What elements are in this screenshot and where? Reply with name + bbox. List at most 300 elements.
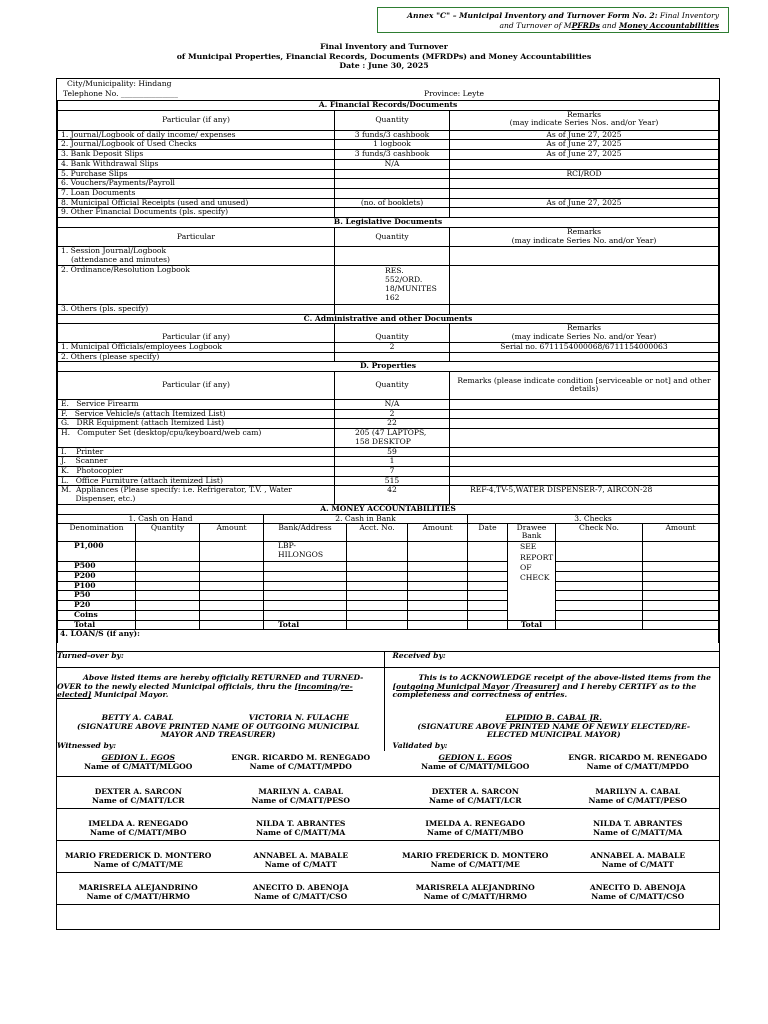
remarks-cell — [450, 409, 719, 419]
qty-line: 162 — [385, 293, 400, 303]
cash-in-bank-header: 2. Cash in Bank — [264, 514, 468, 524]
date-cell — [468, 601, 508, 611]
quantity-cell: N/A — [335, 399, 450, 409]
signatory-row — [57, 809, 719, 841]
amount-header: Amount — [200, 524, 264, 542]
denomination-cell: P1,000 — [58, 542, 136, 562]
section-a-col1: Particular (if any) — [58, 110, 335, 130]
particular-cell: 3. Bank Deposit Slips — [58, 150, 335, 160]
signatory-name: MARIO FREDERICK D. MONTERO — [65, 850, 212, 860]
particular-cell: J. Scanner — [58, 457, 335, 467]
section-d-row — [58, 399, 719, 409]
outgoing-mayor-name: BETTY A. CABAL — [101, 712, 174, 722]
annex-prefix: Annex "C" – Municipal Inventory and Turnover Form No. 2: — [407, 11, 658, 20]
date-cell — [468, 572, 508, 582]
check-number-cell — [556, 591, 643, 601]
particular-cell: L. Office Furniture (attach itemized List) — [58, 476, 335, 486]
signatory-column — [57, 884, 386, 904]
check-amount-cell — [643, 610, 719, 620]
money-row — [58, 572, 719, 582]
signatory — [57, 852, 220, 872]
annex-line2d: Money Accountabilities — [618, 20, 719, 30]
quantity-cell — [335, 179, 450, 189]
particular-cell: E. Service Firearm — [58, 399, 335, 409]
account-cell — [347, 620, 408, 630]
section-a-row — [58, 130, 719, 140]
signatory — [220, 788, 383, 808]
denomination-cell: P200 — [58, 572, 136, 582]
remarks-cell — [450, 429, 719, 447]
signatory-role: Name of C/MATT/MBO — [90, 827, 187, 837]
remarks-cell — [450, 399, 719, 409]
remarks-cell — [450, 447, 719, 457]
section-b-col3a: Remarks — [566, 227, 602, 236]
signatory — [557, 788, 720, 808]
receipt-treasurer: Treasurer — [514, 681, 557, 691]
annex-line2a: and Turnover of M — [499, 20, 572, 30]
particular-cell: 9. Other Financial Documents (pls. specify) — [58, 208, 335, 218]
quantity-cell: 1 — [335, 457, 450, 467]
qty-line: 18/MUNITES — [385, 284, 437, 294]
telephone-field: Telephone No. _______________ — [63, 89, 178, 98]
annex-line2b: PFRDs — [571, 20, 600, 30]
signatory-role: Name of C/MATT/MA — [256, 827, 346, 837]
denomination-header: Denomination — [58, 524, 136, 542]
check-number-cell — [556, 542, 643, 562]
signatory-column — [57, 788, 386, 808]
signatory-name: ANNABEL A. MABALE — [253, 850, 349, 860]
signatory — [557, 852, 720, 872]
check-amount-cell — [643, 601, 719, 611]
check-number-cell — [556, 601, 643, 611]
signatory — [57, 820, 220, 840]
signatory-column — [386, 852, 719, 872]
quantity-cell: 515 — [335, 476, 450, 486]
money-row — [58, 620, 719, 630]
signatory-role: Name of C/MATT/CSO — [591, 891, 685, 901]
money-row — [58, 542, 719, 562]
quantity-cell: 22 — [335, 419, 450, 429]
signatory-role: Name of C/MATT/LCR — [428, 795, 522, 805]
signatory-role: Name of C/MATT/MA — [593, 827, 683, 837]
section-a-row — [58, 140, 719, 150]
denomination-cell: P100 — [58, 581, 136, 591]
particular-cell: F. Service Vehicle/s (attach Itemized List) — [58, 409, 335, 419]
check-amount-cell — [643, 581, 719, 591]
section-d-col1: Particular (if any) — [58, 371, 335, 399]
check-amount-cell — [643, 572, 719, 582]
signatory — [557, 754, 720, 776]
signatory-role: Name of C/MATT/ME — [93, 859, 183, 869]
signatory — [220, 884, 383, 904]
particular-cell: H. Computer Set (desktop/cpu/keyboard/web cam) — [58, 429, 335, 447]
receipt-text-3: completeness and correctness of entries. — [392, 690, 568, 700]
remarks-cell — [450, 352, 719, 362]
quantity-cell — [136, 572, 200, 582]
quantity-cell: 7 — [335, 466, 450, 476]
quantity-cell — [335, 352, 450, 362]
money-row — [58, 610, 719, 620]
denomination-cell: Total — [58, 620, 136, 630]
signatory-name: ENGR. RICARDO M. RENEGADO — [231, 752, 371, 762]
amount-cell — [200, 591, 264, 601]
remarks-cell: RCI/ROD — [450, 169, 719, 179]
signatory-name: NILDA T. ABRANTES — [593, 818, 683, 828]
witnessed-by-label: Witnessed by: — [57, 741, 116, 751]
signatory-row — [57, 841, 719, 873]
signatory-role: Name of C/MATT/MLGOO — [421, 761, 530, 771]
remarks-cell — [450, 189, 719, 199]
title-date: Date : June 30, 2025 — [339, 61, 429, 71]
turnover-statement — [57, 668, 385, 751]
signatory — [557, 820, 720, 840]
section-c-title: C. Administrative and other Documents — [58, 315, 719, 324]
bank-cell: LBP- HILONGOS — [264, 542, 347, 562]
quantity-cell — [335, 189, 450, 199]
date-cell — [468, 562, 508, 572]
section-c-col1: Particular (if any) — [58, 324, 335, 342]
turnover-re: re- — [340, 681, 353, 691]
money-row — [58, 591, 719, 601]
bank-address-header: Bank/Address — [264, 524, 347, 542]
signatory-role: Name of C/MATT/MPDO — [249, 761, 352, 771]
receipt-statement — [385, 668, 720, 751]
check-number-header: Check No. — [556, 524, 643, 542]
check-number-cell — [556, 572, 643, 582]
section-a-row — [58, 169, 719, 179]
particular-cell: 1. Journal/Logbook of daily income/ expenses — [58, 130, 335, 140]
signatory-name: ENGR. RICARDO M. RENEGADO — [568, 752, 708, 762]
signatory-list — [57, 751, 719, 905]
section-b-row3-rem — [450, 304, 719, 314]
signatory-column — [57, 852, 386, 872]
signatory-name: IMELDA A. RENEGADO — [88, 818, 189, 828]
section-d-row — [58, 466, 719, 476]
amount-cell — [200, 620, 264, 630]
signatory-role: Name of C/MATT/MPDO — [586, 761, 689, 771]
quantity-header: Quantity — [136, 524, 200, 542]
turnover-text-3: Municipal Mayor. — [91, 690, 169, 700]
bank-cell — [264, 601, 347, 611]
info-block — [57, 79, 719, 101]
section-d-col3: Remarks (please indicate condition [serviceable or not] and other details) — [450, 371, 719, 399]
particular-cell: 8. Municipal Official Receipts (used and unused) — [58, 198, 335, 208]
date-cell — [468, 610, 508, 620]
quantity-cell — [136, 610, 200, 620]
bank-cell: Total — [264, 620, 347, 630]
signatory — [57, 754, 220, 776]
bank-cell — [264, 572, 347, 582]
turned-over-label: Turned-over by: — [57, 652, 385, 667]
bank-amount-cell — [408, 542, 468, 562]
section-a-row — [58, 208, 719, 218]
signatory — [394, 754, 557, 776]
signatory-name: MARIO FREDERICK D. MONTERO — [402, 850, 549, 860]
date-cell — [468, 581, 508, 591]
quantity-cell: 2 — [335, 409, 450, 419]
quantity-cell: 42 — [335, 486, 450, 504]
bank-amount-cell — [408, 572, 468, 582]
turnover-text-2: OVER to the newly elected Municipal officials, thru the [ — [57, 681, 299, 691]
particular-cell: 5. Purchase Slips — [58, 169, 335, 179]
check-number-cell — [556, 562, 643, 572]
signatory-row — [57, 873, 719, 905]
remarks-cell: As of June 27, 2025 — [450, 140, 719, 150]
section-b-row3: 3. Others (pls. specify) — [58, 304, 335, 314]
particular-cell: 6. Vouchers/Payments/Payroll — [58, 179, 335, 189]
remarks-cell — [450, 466, 719, 476]
section-d-row — [58, 409, 719, 419]
section-d-row — [58, 429, 719, 447]
signatory — [394, 852, 557, 872]
section-a-table — [57, 101, 719, 218]
signatory-name: MARILYN A. CABAL — [595, 786, 681, 796]
signatory-name: DEXTER A. SARCON — [94, 786, 182, 796]
section-a-col3 — [450, 110, 719, 130]
check-amount-cell — [643, 591, 719, 601]
section-a-col3a: Remarks — [566, 110, 602, 119]
signatory-role: Name of C/MATT — [601, 859, 674, 869]
account-cell — [347, 601, 408, 611]
bank-amount-cell — [408, 620, 468, 630]
particular-cell: G. DRR Equipment (attach Itemized List) — [58, 419, 335, 429]
section-a-row — [58, 198, 719, 208]
quantity-cell — [335, 208, 450, 218]
bank-amount-header: Amount — [408, 524, 468, 542]
outgoing-treasurer-name: VICTORIA N. FULACHE — [248, 712, 349, 722]
signatory — [394, 884, 557, 904]
form-frame — [56, 78, 720, 930]
money-row — [58, 562, 719, 572]
section-d-row — [58, 457, 719, 467]
date-cell — [468, 542, 508, 562]
section-b-row1a: 1. Session Journal/Logbook — [61, 246, 167, 255]
particular-cell: K. Photocopier — [58, 466, 335, 476]
quantity-cell — [136, 591, 200, 601]
bank-cell — [264, 610, 347, 620]
signatory-column — [386, 754, 719, 776]
remarks-cell: As of June 27, 2025 — [450, 198, 719, 208]
money-row — [58, 581, 719, 591]
quantity-cell — [136, 601, 200, 611]
remarks-cell: Serial no. 6711154000068/6711154000063 — [450, 342, 719, 352]
new-mayor-name: ELPIDIO B. CABAL JR. — [505, 712, 602, 722]
check-amount-cell — [643, 620, 719, 630]
section-b-row3-qty — [335, 304, 450, 314]
quantity-cell — [136, 562, 200, 572]
section-b-col3b: (may indicate Series No. and/or Year) — [511, 235, 657, 245]
bank-cell — [264, 591, 347, 601]
date-cell — [468, 591, 508, 601]
section-d-row — [58, 419, 719, 429]
quantity-cell — [335, 169, 450, 179]
signatory — [394, 788, 557, 808]
turnover-text-1: Above listed items are hereby officially RETURNED and TURNED- — [83, 672, 364, 682]
section-a-title: A. Financial Records/Documents — [58, 101, 719, 110]
remarks-cell — [450, 208, 719, 218]
account-number-header: Acct. No. — [347, 524, 408, 542]
section-b-row1b: (attendance and minutes) — [71, 254, 170, 264]
drawee-bank-header: Drawee Bank — [508, 524, 556, 542]
signatory — [394, 820, 557, 840]
signatory-role: Name of C/MATT/PESO — [251, 795, 350, 805]
section-b-row2: 2. Ordinance/Resolution Logbook — [58, 265, 335, 304]
section-a-row — [58, 189, 719, 199]
province-field: Province: Leyte — [424, 89, 485, 98]
signatory — [557, 884, 720, 904]
received-by-label: Received by: — [392, 650, 446, 660]
signature-section — [57, 651, 719, 905]
signatory-name: ANECITO D. ABENOJA — [589, 882, 686, 892]
signatory-name: GEDION L. EGOS — [101, 752, 176, 762]
section-c-col2: Quantity — [335, 324, 450, 342]
receipt-text-2: ] and I hereby CERTIFY as to the — [556, 681, 697, 691]
section-a-row — [58, 150, 719, 160]
signatory-role: Name of C/MATT — [264, 859, 337, 869]
quantity-cell: 3 funds/3 cashbook — [335, 130, 450, 140]
signatory — [220, 820, 383, 840]
section-a-col3b: (may indicate Series Nos. and/or Year) — [509, 118, 659, 128]
annex-line1: Final Inventory — [657, 11, 719, 20]
quantity-cell: 59 — [335, 447, 450, 457]
date-header: Date — [468, 524, 508, 542]
amount-cell — [200, 601, 264, 611]
signatory-role: Name of C/MATT/MLGOO — [84, 761, 193, 771]
section-c-row — [58, 342, 719, 352]
section-d-title: D. Properties — [58, 362, 719, 371]
section-d-table — [57, 362, 719, 505]
section-a-row — [58, 179, 719, 189]
amount-cell — [200, 581, 264, 591]
annex-line2c: and — [599, 20, 619, 30]
account-cell — [347, 542, 408, 562]
date-cell — [468, 620, 508, 630]
remarks-cell — [450, 419, 719, 429]
section-b-row2-qty — [335, 265, 450, 304]
section-c-table — [57, 315, 719, 363]
drawee-cell: SEE REPORT OF CHECK — [508, 542, 556, 620]
signatory-name: MARISRELA ALEJANDRINO — [78, 882, 198, 892]
remarks-cell: As of June 27, 2025 — [450, 130, 719, 140]
section-c-col3b: (may indicate Series No. and/or Year) — [511, 332, 657, 342]
receipt-bracket: [ — [392, 681, 397, 691]
city-field: City/Municipality: Hindang — [67, 79, 172, 88]
check-amount-cell — [643, 562, 719, 572]
signatory-column — [57, 820, 386, 840]
account-cell — [347, 581, 408, 591]
section-b-row1-rem — [450, 246, 719, 265]
loans-label: 4. LOAN/S (if any): — [58, 630, 719, 643]
section-b-title: B. Legislative Documents — [58, 218, 719, 227]
quantity-cell — [136, 542, 200, 562]
signatory — [57, 884, 220, 904]
bank-amount-cell — [408, 610, 468, 620]
remarks-cell: As of June 27, 2025 — [450, 150, 719, 160]
bank-amount-cell — [408, 591, 468, 601]
denomination-cell: P500 — [58, 562, 136, 572]
signatory-name: GEDION L. EGOS — [438, 752, 513, 762]
money-title: A. MONEY ACCOUNTABILITIES — [58, 505, 719, 514]
signatory-row — [57, 777, 719, 809]
signatory-column — [386, 884, 719, 904]
signatory-role: Name of C/MATT/LCR — [91, 795, 185, 805]
quantity-cell: 1 logbook — [335, 140, 450, 150]
quantity-cell — [136, 581, 200, 591]
section-d-row — [58, 447, 719, 457]
denomination-cell: P50 — [58, 591, 136, 601]
signatory-name: IMELDA A. RENEGADO — [425, 818, 526, 828]
quantity-cell: 3 funds/3 cashbook — [335, 150, 450, 160]
signatory-column — [57, 754, 386, 776]
section-d-row — [58, 476, 719, 486]
turnover-slash: / — [338, 681, 341, 691]
qty-line: RES. — [385, 265, 404, 275]
validated-by-label: Validated by: — [392, 741, 448, 751]
section-b-col1: Particular — [58, 227, 335, 246]
section-b-row2-rem — [450, 265, 719, 304]
bank-cell — [264, 581, 347, 591]
signatory-name: DEXTER A. SARCON — [431, 786, 519, 796]
particular-cell: I. Printer — [58, 447, 335, 457]
signatory — [220, 754, 383, 776]
signatory-column — [386, 820, 719, 840]
amount-cell — [200, 562, 264, 572]
turnover-incoming: incoming — [298, 681, 338, 691]
signatory-name: ANNABEL A. MABALE — [590, 850, 686, 860]
cash-on-hand-header: 1. Cash on Hand — [58, 514, 264, 524]
signatory — [57, 788, 220, 808]
quantity-cell: 2 — [335, 342, 450, 352]
signatory-name: ANECITO D. ABENOJA — [252, 882, 349, 892]
checks-header: 3. Checks — [468, 514, 719, 524]
signatory-role: Name of C/MATT/CSO — [254, 891, 348, 901]
denomination-cell: Coins — [58, 610, 136, 620]
signatory-role: Name of C/MATT/MBO — [427, 827, 524, 837]
receipt-slash: / — [509, 681, 515, 691]
bank-amount-cell — [408, 581, 468, 591]
receipt-text-1: This is to ACKNOWLEDGE receipt of the above-listed items from the — [418, 672, 711, 682]
amount-cell — [200, 572, 264, 582]
signatory-row — [57, 751, 719, 777]
quantity-cell: 205 (47 LAPTOPS, 158 DESKTOP — [335, 429, 450, 447]
signatory-column — [386, 788, 719, 808]
quantity-cell: (no. of booklets) — [335, 198, 450, 208]
section-b-table — [57, 218, 719, 314]
check-total-label: Total — [508, 620, 556, 630]
section-c-row — [58, 352, 719, 362]
particular-cell: 2. Journal/Logbook of Used Checks — [58, 140, 335, 150]
remarks-cell — [450, 159, 719, 169]
section-b-row1 — [58, 246, 335, 265]
section-a-row — [58, 159, 719, 169]
turnover-elected: elected] — [57, 690, 92, 700]
check-number-cell — [556, 610, 643, 620]
signatory-role: Name of C/MATT/HRMO — [86, 891, 190, 901]
check-amount-header: Amount — [643, 524, 719, 542]
particular-cell: 4. Bank Withdrawal Slips — [58, 159, 335, 169]
account-cell — [347, 591, 408, 601]
particular-cell: 2. Others (please specify) — [58, 352, 335, 362]
section-b-col2: Quantity — [335, 227, 450, 246]
money-table — [57, 505, 719, 643]
title-line2: of Municipal Properties, Financial Records, Documents (MFRDPs) and Money Accountabilities — [176, 51, 592, 61]
check-number-cell — [556, 620, 643, 630]
section-b-col3 — [450, 227, 719, 246]
signatory-name: MARISRELA ALEJANDRINO — [415, 882, 535, 892]
check-amount-cell — [643, 542, 719, 562]
title-line1: Final Inventory and Turnover — [320, 42, 448, 51]
signatory — [220, 852, 383, 872]
